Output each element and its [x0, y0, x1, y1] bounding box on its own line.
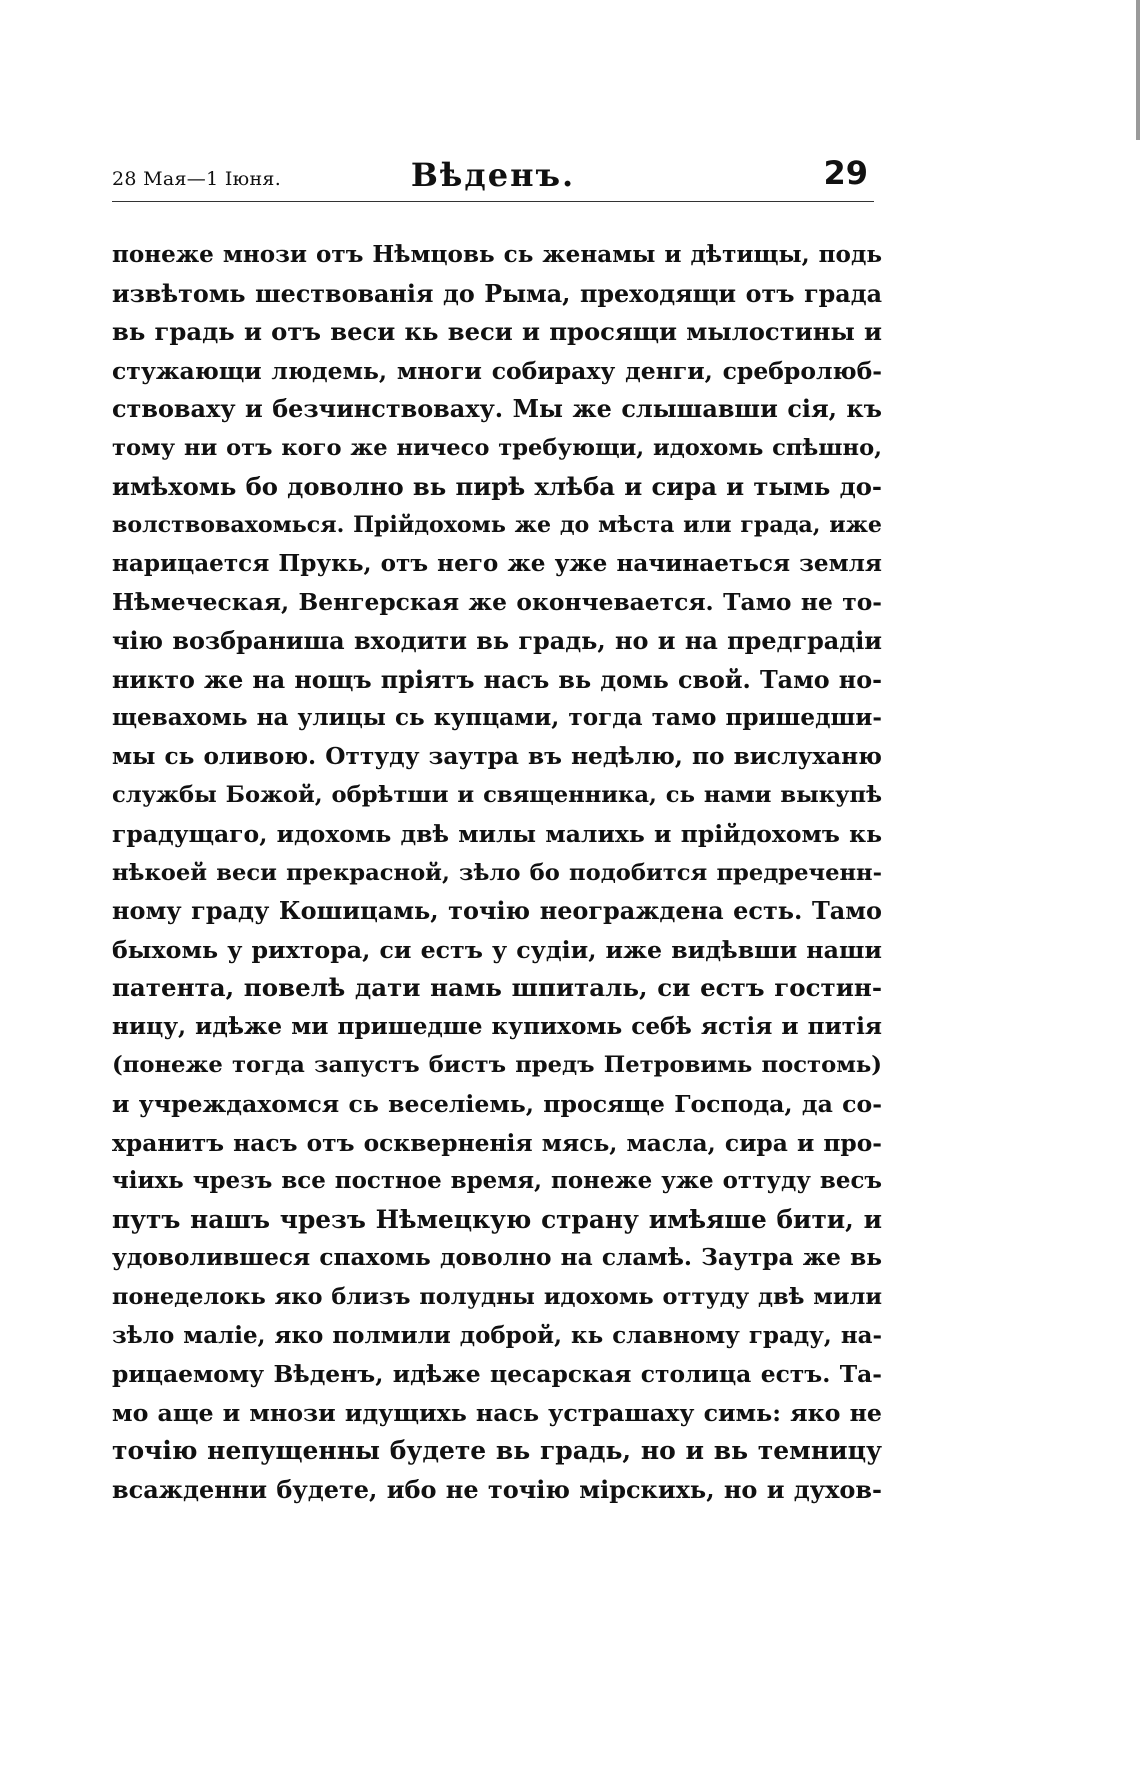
text-line: патента, повелѣ дати намь шпиталь, си естъ гостин-	[112, 973, 882, 1003]
text-line: хранитъ насъ отъ оскверненія мясь, масла, сира и про-	[112, 1128, 882, 1157]
text-line: щевахомь на улицы сь купцами, тогда тамо пришедши-	[112, 704, 882, 732]
text-line: понеделокь яко близъ полудны идохомь оттуду двѣ мили	[112, 1284, 882, 1311]
text-line: быхомь у рихтора, си естъ у судіи, иже видѣвши наши	[112, 935, 882, 964]
text-line: нарицается Прукь, отъ него же уже начинаеться земля	[112, 549, 882, 577]
text-line: рицаемому Вѣденъ, идѣже цесарская столица естъ. Та-	[112, 1360, 882, 1389]
text-line: ному граду Кошицамь, точію неограждена есть. Тамо	[112, 897, 882, 926]
text-line: Нѣмеческая, Венгерская же окончевается. Тамо не то-	[112, 588, 882, 617]
text-line: всажденни будете, ибо не точію мірскихь, но и духов-	[112, 1475, 882, 1504]
text-line: вь градь и отъ веси кь веси и просящи мылостины и	[112, 317, 882, 347]
text-line: удоволившеся спахомь доволно на сламѣ. Заутра же вь	[112, 1244, 882, 1272]
text-line: мы сь оливою. Оттуду заутра въ недѣлю, по вислуханю	[112, 742, 882, 770]
scan-edge-mark	[1136, 0, 1140, 140]
text-line: градущаго, идохомь двѣ милы малихь и прійдохомъ кь	[112, 819, 882, 848]
page-number: 29	[823, 154, 868, 192]
text-line: стужающи людемь, многи собираху денги, сребролюб-	[112, 356, 882, 385]
text-line: нѣкоей веси прекрасной, зѣло бо подобится предреченн-	[112, 859, 882, 886]
text-line: точію непущенны будете вь градь, но и вь темницу	[112, 1436, 882, 1466]
header-title: Вѣденъ.	[410, 156, 576, 194]
text-line: ницу, идѣже ми пришедше купихомь себѣ ястія и питія	[112, 1012, 882, 1040]
text-line: имѣхомь бо доволно вь пирѣ хлѣба и сира и тымь до-	[112, 471, 882, 501]
text-line: службы Божой, обрѣтши и священника, сь нами выкупѣ	[112, 782, 882, 809]
text-line: извѣтомь шествованія до Рыма, преходящи отъ града	[112, 279, 882, 308]
header-date-range: 28 Мая—1 Іюня.	[112, 168, 282, 190]
header-rule	[112, 201, 874, 202]
text-line: волствовахомься. Прійдохомь же до мѣста или града, иже	[112, 512, 882, 539]
text-line: никто же на нощъ пріятъ насъ вь домь свой. Тамо но-	[112, 665, 882, 694]
text-line: зѣло маліе, яко полмили доброй, кь славному граду, на-	[112, 1321, 882, 1349]
text-line: ствоваху и безчинствоваху. Мы же слышавши сія, къ	[112, 395, 882, 424]
text-line: тому ни отъ кого же ничесо требующи, идохомь спѣшно,	[112, 434, 882, 461]
text-line: чію возбраниша входити вь градь, но и на предградіи	[112, 626, 882, 655]
body-text	[112, 236, 882, 1510]
text-line: путъ нашъ чрезъ Нѣмецкую страну имѣяше бити, и	[112, 1204, 882, 1234]
text-line: и учреждахомся сь веселіемь, просяще Господа, да со-	[112, 1090, 882, 1119]
text-line: чіихь чрезъ все постное время, понеже уже оттуду весъ	[112, 1167, 882, 1195]
text-line: понеже мнози отъ Нѣмцовь сь женамы и дѣтищы, подь	[112, 241, 882, 268]
text-line: мо аще и мнози идущихь нась устрашаху симь: яко не	[112, 1398, 882, 1427]
text-line: (понеже тогда запустъ бистъ предъ Петровимь постомь)	[112, 1052, 882, 1079]
